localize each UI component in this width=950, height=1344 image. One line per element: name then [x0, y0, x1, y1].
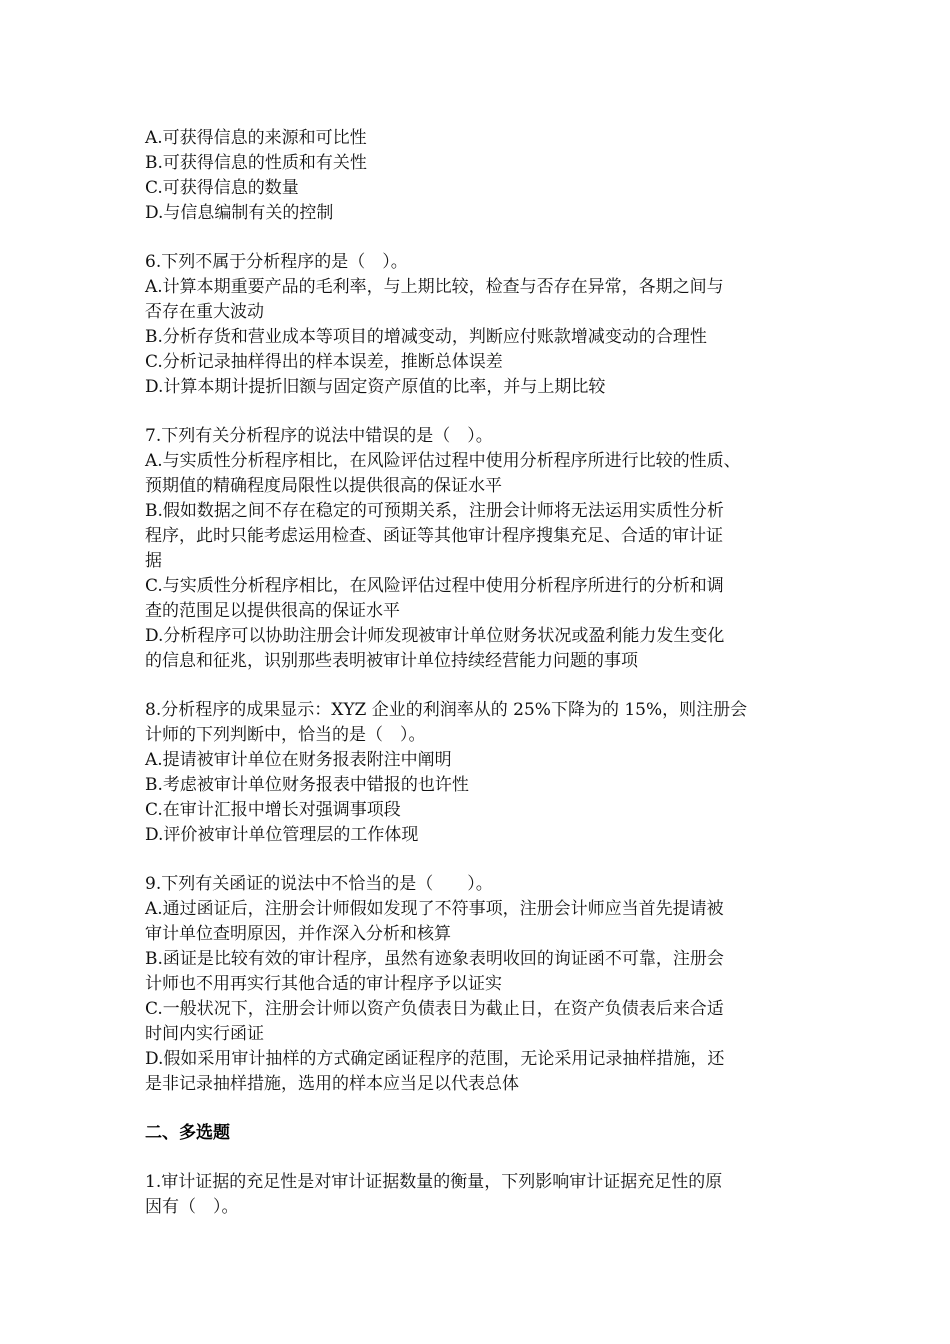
option-9d-line-2: 是非记录抽样措施，选用的样本应当足以代表总体 — [145, 1074, 519, 1094]
option-8b: B.考虑被审计单位财务报表中错报的也许性 — [145, 775, 469, 795]
question-8-stem-line-1: 8.分析程序的成果显示：XYZ 企业的利润率从的 25%下降为的 15%，则注册会 — [145, 700, 748, 720]
section-2-question-1-stem-line-2: 因有（ ）。 — [145, 1197, 239, 1217]
question-9 — [145, 872, 810, 1097]
question-7 — [145, 424, 810, 674]
section-heading-multiple-choice: 二、多选题 — [145, 1123, 230, 1143]
option-8c: C.在审计汇报中增长对强调事项段 — [145, 800, 401, 820]
question-6-stem: 6.下列不属于分析程序的是（ ）。 — [145, 252, 408, 272]
option-5c: C.可获得信息的数量 — [145, 178, 299, 198]
option-9b-line-1: B.函证是比较有效的审计程序，虽然有迹象表明收回的询证函不可靠，注册会 — [145, 949, 724, 969]
option-7c-line-1: C.与实质性分析程序相比，在风险评估过程中使用分析程序所进行的分析和调 — [145, 576, 724, 596]
option-7a-line-2: 预期值的精确程度局限性以提供很高的保证水平 — [145, 476, 502, 496]
option-6a-line-1: A.计算本期重要产品的毛利率，与上期比较，检查与否存在异常，各期之间与 — [145, 277, 724, 297]
option-8d: D.评价被审计单位管理层的工作体现 — [145, 825, 419, 845]
option-9b-line-2: 计师也不用再实行其他合适的审计程序予以证实 — [145, 974, 502, 994]
option-9d-line-1: D.假如采用审计抽样的方式确定函证程序的范围，无论采用记录抽样措施，还 — [145, 1049, 725, 1069]
option-6a-line-2: 否存在重大波动 — [145, 302, 264, 322]
option-8a: A.提请被审计单位在财务报表附注中阐明 — [145, 750, 452, 770]
question-9-stem: 9.下列有关函证的说法中不恰当的是（ ）。 — [145, 874, 493, 894]
option-7c-line-2: 查的范围足以提供很高的保证水平 — [145, 601, 400, 621]
question-5-options — [145, 126, 810, 226]
option-9c-line-2: 时间内实行函证 — [145, 1024, 264, 1044]
option-7a-line-1: A.与实质性分析程序相比，在风险评估过程中使用分析程序所进行比较的性质、 — [145, 451, 741, 471]
question-6 — [145, 250, 810, 400]
section-2-question-1-stem-line-1: 1.审计证据的充足性是对审计证据数量的衡量，下列影响审计证据充足性的原 — [145, 1172, 723, 1192]
option-7b-line-1: B.假如数据之间不存在稳定的可预期关系，注册会计师将无法运用实质性分析 — [145, 501, 724, 521]
option-6c: C.分析记录抽样得出的样本误差，推断总体误差 — [145, 352, 503, 372]
option-7d-line-1: D.分析程序可以协助注册会计师发现被审计单位财务状况或盈利能力发生变化 — [145, 626, 725, 646]
question-8-stem-line-2: 计师的下列判断中，恰当的是（ ）。 — [145, 725, 426, 745]
option-9a-line-1: A.通过函证后，注册会计师假如发现了不符事项，注册会计师应当首先提请被 — [145, 899, 724, 919]
option-9a-line-2: 审计单位查明原因，并作深入分析和核算 — [145, 924, 451, 944]
option-6b: B.分析存货和营业成本等项目的增减变动，判断应付账款增减变动的合理性 — [145, 327, 707, 347]
option-5a: A.可获得信息的来源和可比性 — [145, 128, 367, 148]
option-7d-line-2: 的信息和征兆，识别那些表明被审计单位持续经营能力问题的事项 — [145, 651, 638, 671]
question-7-stem: 7.下列有关分析程序的说法中错误的是（ ）。 — [145, 426, 493, 446]
option-7b-line-2: 程序，此时只能考虑运用检查、函证等其他审计程序搜集充足、合适的审计证 — [145, 526, 723, 546]
option-7b-line-3: 据 — [145, 551, 162, 571]
document-body — [145, 126, 810, 1220]
option-9c-line-1: C.一般状况下，注册会计师以资产负债表日为截止日，在资产负债表后来合适 — [145, 999, 724, 1019]
option-5d: D.与信息编制有关的控制 — [145, 203, 334, 223]
option-6d: D.计算本期计提折旧额与固定资产原值的比率，并与上期比较 — [145, 377, 606, 397]
question-8 — [145, 698, 810, 848]
section-2-question-1 — [145, 1170, 810, 1220]
option-5b: B.可获得信息的性质和有关性 — [145, 153, 367, 173]
